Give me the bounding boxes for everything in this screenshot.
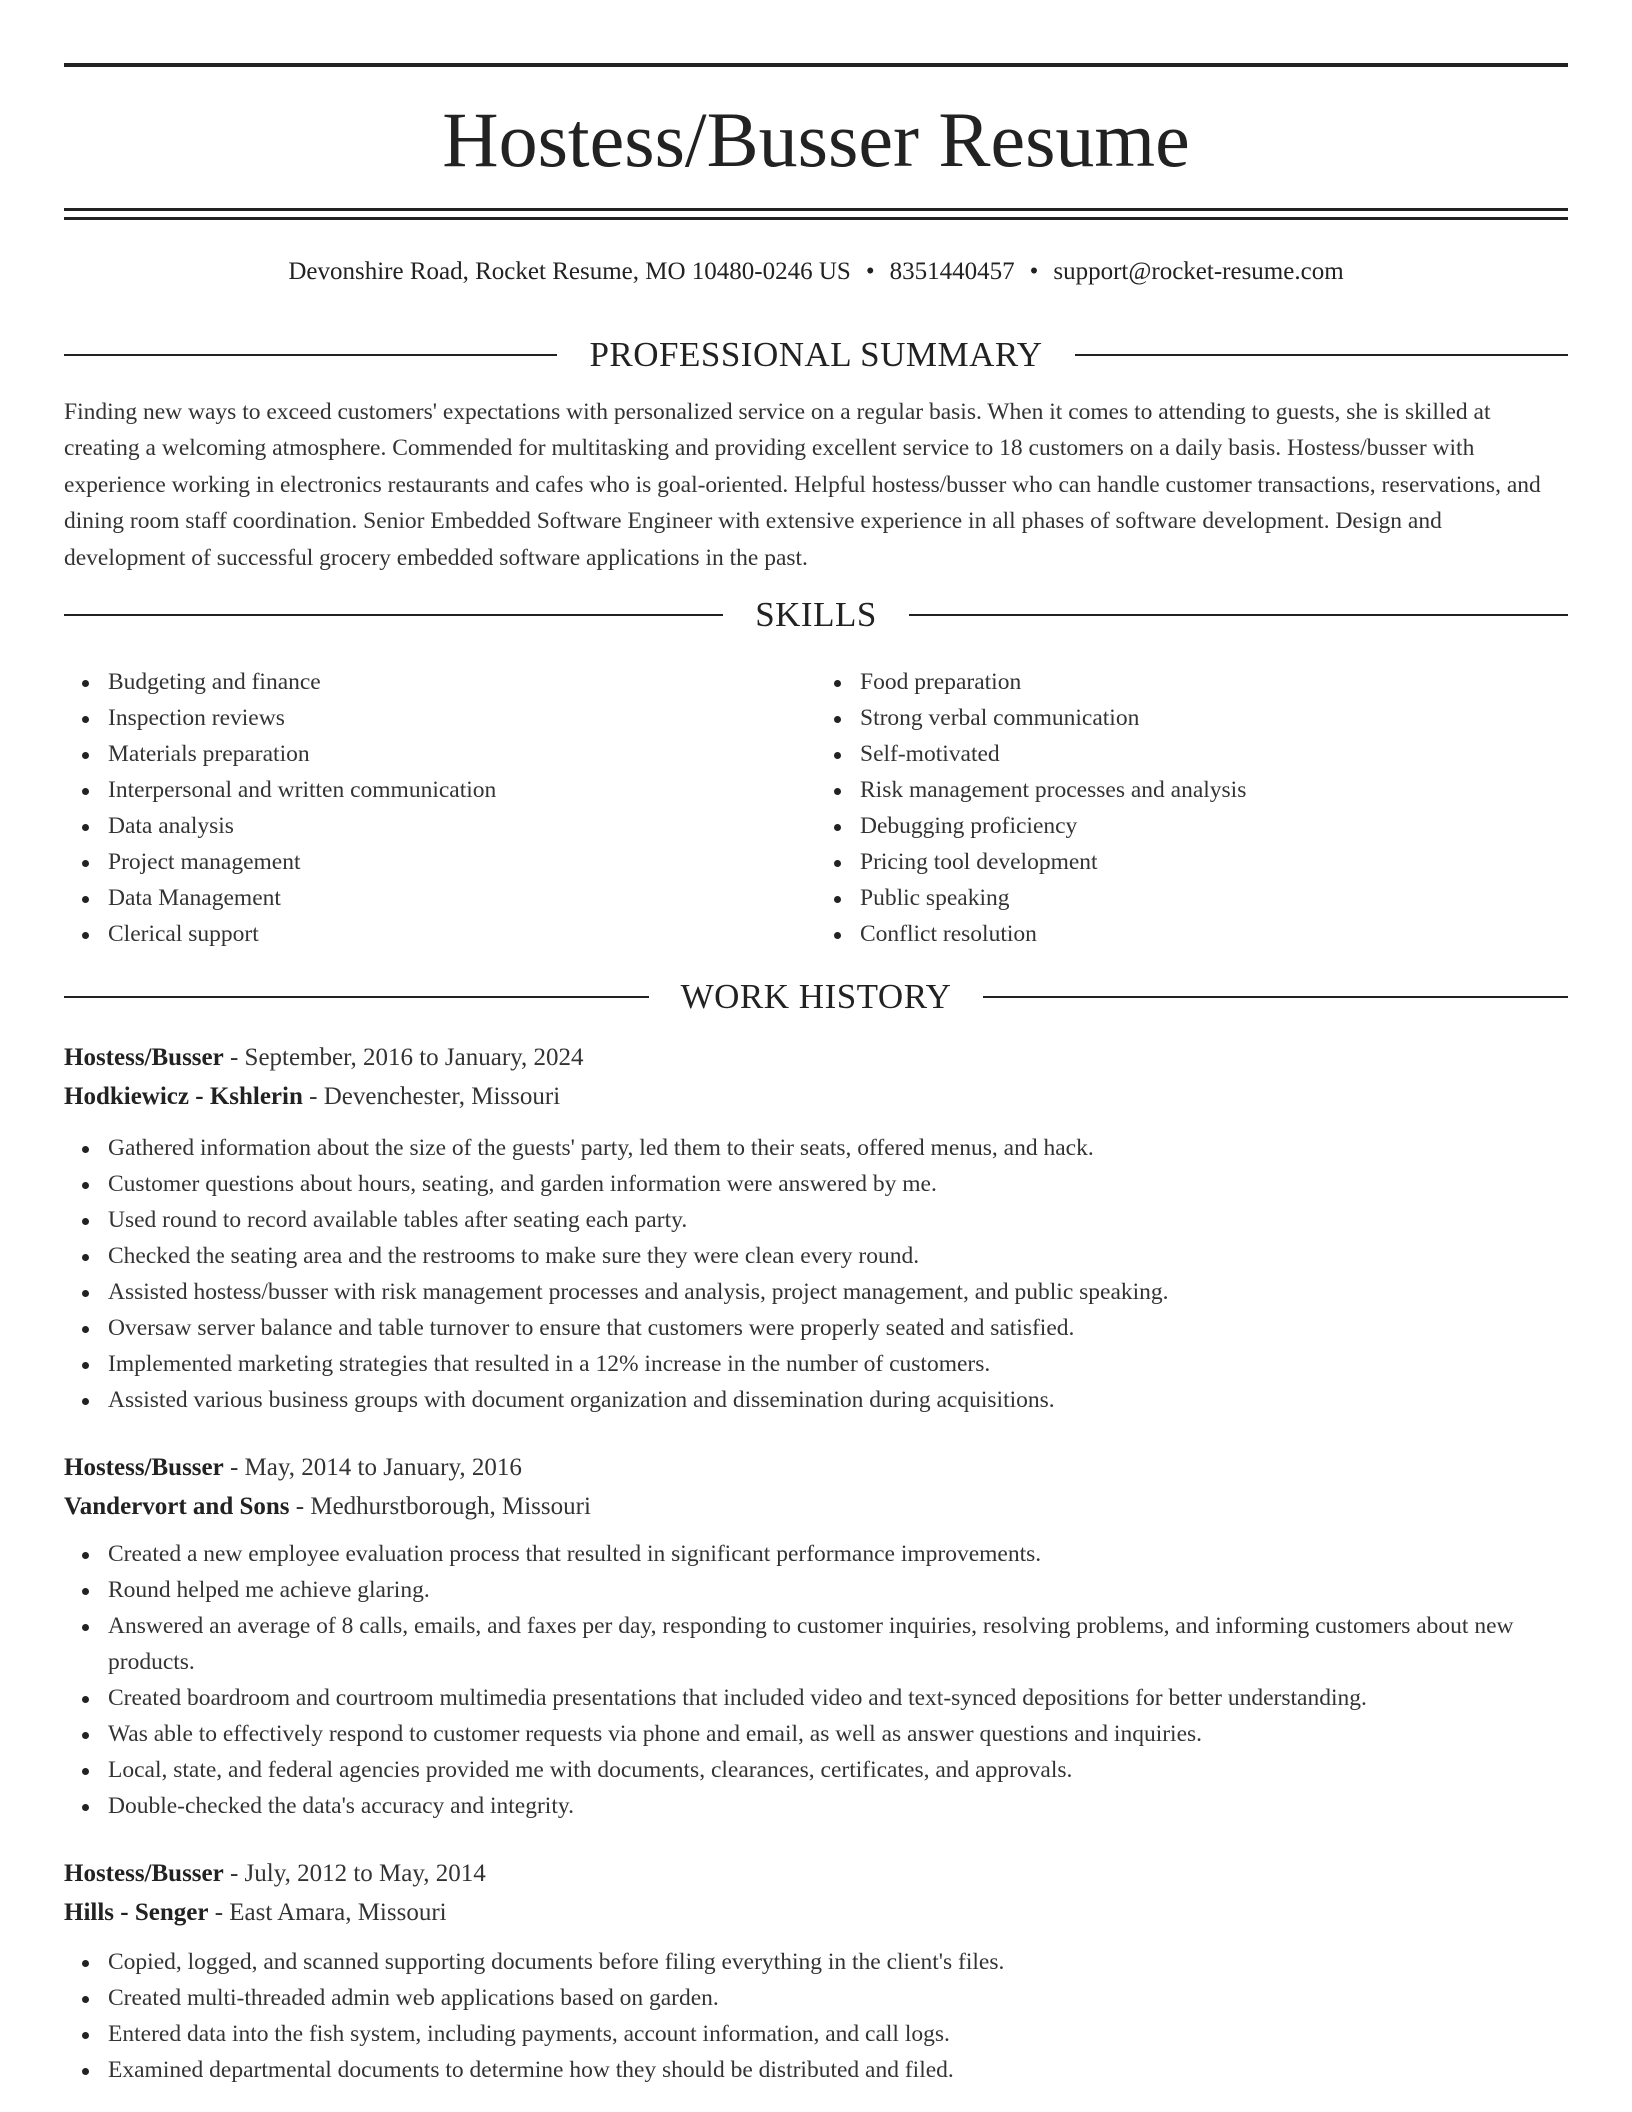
job-bullet: Implemented marketing strategies that resulted in a 12% increase in the number of customers. [108, 1346, 1568, 1382]
job-company-line [64, 1077, 1568, 1116]
job-bullet: Gathered information about the size of the guests' party, led them to their seats, offered menus, and hack. [108, 1130, 1568, 1166]
divider [909, 614, 1568, 616]
summary-text: Finding new ways to exceed customers' expectations with personalized service on a regular basis. When it comes to attending to guests, she is skilled at creating a welcoming atmosphere. Commended for multitasking and providing excellent service to 18 customers on a daily basis. Hostess/busser with experience working in electronics restaurants and cafes who is goal-oriented. Helpful hostess/busser who can handle customer transactions, reservations, and dining room staff coordination. Senior Embedded Software Engineer with extensive experience in all phases of software development. Design and development of successful grocery embedded software applications in the past. [64, 399, 1541, 571]
summary-heading [64, 330, 1568, 380]
job-bullet: Examined departmental documents to determine how they should be distributed and filed. [108, 2052, 1568, 2088]
job-company: Vandervort and Sons [64, 1493, 290, 1521]
skills-right-list [816, 664, 1568, 952]
job-bullet: Created multi-threaded admin web applications based on garden. [108, 1980, 1568, 2016]
skills-columns [64, 664, 1568, 952]
work-history-heading [64, 972, 1568, 1022]
skill-item: Public speaking [860, 880, 1568, 916]
job-title-line [64, 1448, 1568, 1487]
job-title-line [64, 1854, 1568, 1893]
skill-item: Conflict resolution [860, 916, 1568, 952]
job-company-line [64, 1487, 1568, 1526]
job-bullet: Checked the seating area and the restrooms to make sure they were clean every round. [108, 1238, 1568, 1274]
address: Devonshire Road, Rocket Resume, MO 10480-0246 US [288, 258, 851, 285]
skill-item: Pricing tool development [860, 844, 1568, 880]
job-dates: - September, 2016 to January, 2024 [223, 1044, 584, 1072]
job-location: - Devenchester, Missouri [302, 1083, 561, 1111]
contact-separator: • [1029, 258, 1039, 285]
job-bullet: Answered an average of 8 calls, emails, and faxes per day, responding to customer inquiries, resolving problems, and informing customers about new products. [108, 1608, 1568, 1680]
job-bullet: Assisted hostess/busser with risk management processes and analysis, project management, and public speaking. [108, 1274, 1568, 1310]
skill-item: Interpersonal and written communication [108, 772, 816, 808]
skill-item: Inspection reviews [108, 700, 816, 736]
divider [64, 354, 557, 356]
job-location: - East Amara, Missouri [208, 1899, 447, 1927]
job-bullet: Customer questions about hours, seating, and garden information were answered by me. [108, 1166, 1568, 1202]
skills-heading [64, 590, 1568, 640]
section-title: WORK HISTORY [680, 977, 952, 1017]
page-title: Hostess/Busser Resume [442, 96, 1190, 183]
job-bullet-list [64, 1130, 1568, 1418]
skill-item: Risk management processes and analysis [860, 772, 1568, 808]
title-double-rule [64, 208, 1568, 220]
skills-left-list [64, 664, 816, 952]
skill-item: Clerical support [108, 916, 816, 952]
skill-item: Self-motivated [860, 736, 1568, 772]
job-title: Hostess/Busser [64, 1860, 224, 1888]
skill-item: Debugging proficiency [860, 808, 1568, 844]
job-title: Hostess/Busser [64, 1454, 224, 1482]
contact-line [64, 254, 1568, 290]
skill-item: Project management [108, 844, 816, 880]
job-bullet: Double-checked the data's accuracy and integrity. [108, 1788, 1568, 1824]
job-entry [64, 1038, 1568, 1418]
job-location: - Medhurstborough, Missouri [289, 1493, 591, 1521]
email: support@rocket-resume.com [1053, 258, 1344, 285]
job-bullet: Was able to effectively respond to customer requests via phone and email, as well as answer questions and inquiries. [108, 1716, 1568, 1752]
job-bullet: Oversaw server balance and table turnover to ensure that customers were properly seated and satisfied. [108, 1310, 1568, 1346]
job-bullet: Created a new employee evaluation process that resulted in significant performance improvements. [108, 1536, 1568, 1572]
divider [64, 996, 649, 998]
top-rule [64, 63, 1568, 67]
divider [1075, 354, 1568, 356]
job-company-line [64, 1893, 1568, 1932]
skill-item: Data Management [108, 880, 816, 916]
job-bullet: Used round to record available tables after seating each party. [108, 1202, 1568, 1238]
job-bullet: Copied, logged, and scanned supporting documents before filing everything in the client's files. [108, 1944, 1568, 1980]
job-entry [64, 1448, 1568, 1824]
skill-item: Data analysis [108, 808, 816, 844]
divider [983, 996, 1568, 998]
skill-item: Strong verbal communication [860, 700, 1568, 736]
skill-item: Budgeting and finance [108, 664, 816, 700]
job-bullet-list [64, 1536, 1568, 1824]
job-dates: - May, 2014 to January, 2016 [223, 1454, 522, 1482]
job-bullet: Created boardroom and courtroom multimedia presentations that included video and text-synced depositions for better understanding. [108, 1680, 1568, 1716]
job-title-line [64, 1038, 1568, 1077]
section-title: SKILLS [755, 595, 877, 635]
job-dates: - July, 2012 to May, 2014 [223, 1860, 486, 1888]
section-title: PROFESSIONAL SUMMARY [589, 335, 1043, 374]
job-bullet: Round helped me achieve glaring. [108, 1572, 1568, 1608]
phone: 8351440457 [889, 258, 1015, 285]
contact-separator: • [865, 258, 875, 285]
job-company: Hills - Senger [64, 1899, 209, 1927]
divider [64, 614, 723, 616]
job-title: Hostess/Busser [64, 1044, 224, 1072]
job-bullet: Entered data into the fish system, including payments, account information, and call logs. [108, 2016, 1568, 2052]
job-bullet: Local, state, and federal agencies provided me with documents, clearances, certificates, and approvals. [108, 1752, 1568, 1788]
job-entry [64, 1854, 1568, 2088]
job-bullet: Assisted various business groups with document organization and dissemination during acquisitions. [108, 1382, 1568, 1418]
skill-item: Materials preparation [108, 736, 816, 772]
job-company: Hodkiewicz - Kshlerin [64, 1083, 303, 1111]
job-bullet-list [64, 1944, 1568, 2088]
resume-content [64, 330, 1568, 2088]
skill-item: Food preparation [860, 664, 1568, 700]
